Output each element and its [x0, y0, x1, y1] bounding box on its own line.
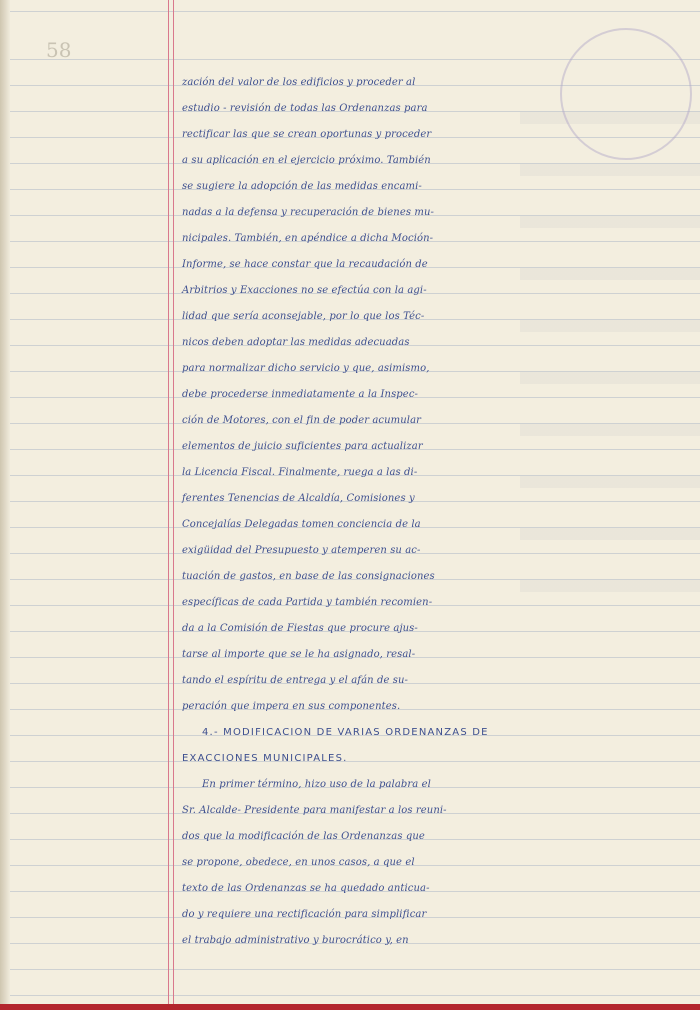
text-line: debe procederse inmediatamente a la Inspec-	[182, 389, 419, 400]
text-line: la Licencia Fiscal. Finalmente, ruega a las di-	[182, 467, 418, 478]
text-line: específicas de cada Partida y también recomien-	[182, 597, 433, 608]
page-binding-edge	[0, 0, 10, 1010]
text-line: nicipales. También, en apéndice a dicha Moción-	[182, 233, 434, 244]
text-line: da a la Comisión de Fiestas que procure ajus-	[182, 623, 418, 634]
margin-rule-left	[168, 0, 169, 1010]
text-line: ción de Motores, con el fin de poder acumular	[182, 415, 422, 426]
text-line: elementos de juicio suficientes para actualizar	[182, 441, 423, 452]
text-line: peración que impera en sus componentes.	[182, 701, 401, 712]
page-bottom-edge	[0, 1004, 700, 1010]
text-line: dos que la modificación de las Ordenanzas que	[182, 831, 425, 842]
text-line: estudio - revisión de todas las Ordenanzas para	[182, 103, 428, 114]
text-line: a su aplicación en el ejercicio próximo. También	[182, 155, 431, 166]
text-line: En primer término, hizo uso de la palabra el	[202, 779, 431, 790]
section-heading: 4.- MODIFICACION DE VARIAS ORDENANZAS DE	[202, 727, 489, 738]
text-line: do y requiere una rectificación para simplificar	[182, 909, 427, 920]
text-line: para normalizar dicho servicio y que, asimismo,	[182, 363, 430, 374]
handwritten-text-body	[182, 70, 682, 954]
text-line: tando el espíritu de entrega y el afán de su-	[182, 675, 409, 686]
section-heading-cont: EXACCIONES MUNICIPALES.	[182, 753, 348, 764]
text-line: se propone, obedece, en unos casos, a que el	[182, 857, 415, 868]
text-line: ferentes Tenencias de Alcaldía, Comisiones y	[182, 493, 415, 504]
text-line: zación del valor de los edificios y proceder al	[182, 77, 416, 88]
text-line: Informe, se hace constar que la recaudación de	[182, 259, 428, 270]
page-number: 58	[46, 38, 72, 62]
text-line: texto de las Ordenanzas se ha quedado anticua-	[182, 883, 430, 894]
margin-rule-right	[173, 0, 174, 1010]
text-line: nadas a la defensa y recuperación de bienes mu-	[182, 207, 434, 218]
text-line: el trabajo administrativo y burocrático y, en	[182, 935, 409, 946]
text-line: rectificar las que se crean oportunas y proceder	[182, 129, 432, 140]
text-line: Concejalías Delegadas tomen conciencia de la	[182, 519, 421, 530]
text-line: nicos deben adoptar las medidas adecuadas	[182, 337, 410, 348]
text-line: se sugiere la adopción de las medidas encami-	[182, 181, 422, 192]
text-line: Arbitrios y Exacciones no se efectúa con la agi-	[182, 285, 427, 296]
text-line: tuación de gastos, en base de las consignaciones	[182, 571, 435, 582]
text-line: exigüidad del Presupuesto y atemperen su ac-	[182, 545, 421, 556]
text-line: tarse al importe que se le ha asignado, resal-	[182, 649, 416, 660]
text-line: Sr. Alcalde- Presidente para manifestar a los reuni-	[182, 805, 447, 816]
text-line: lidad que sería aconsejable, por lo que los Téc-	[182, 311, 425, 322]
